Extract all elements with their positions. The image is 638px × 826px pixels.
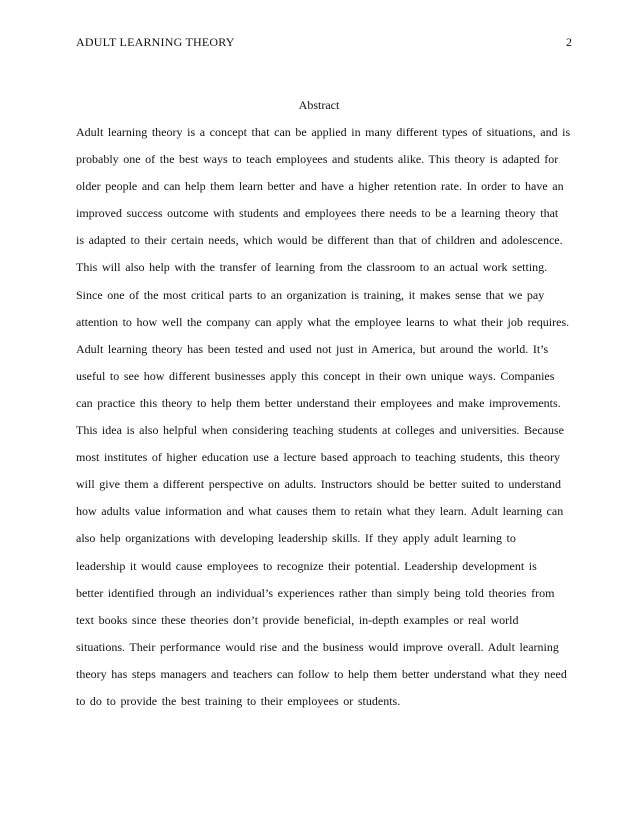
abstract-line: Adult learning theory has been tested and used not just in America, but around the world. It’s xyxy=(76,341,549,356)
abstract-line: to do to provide the best training to their employees or students. xyxy=(76,693,401,708)
abstract-line: also help organizations with developing leadership skills. If they apply adult learning to xyxy=(76,531,516,546)
abstract-line: Since one of the most critical parts to an organization is training, it makes sense that we pay xyxy=(76,287,545,302)
abstract-line: This will also help with the transfer of learning from the classroom to an actual work setting. xyxy=(76,260,548,275)
abstract-line: will give them a different perspective on adults. Instructors should be better suited to understand xyxy=(76,477,562,492)
abstract-line: better identified through an individual’s experiences rather than simply being told theories from xyxy=(76,585,555,600)
abstract-line: is adapted to their certain needs, which would be different than that of children and adolescence. xyxy=(76,233,563,248)
page-number: 2 xyxy=(566,35,572,49)
abstract-line: probably one of the best ways to teach employees and students alike. This theory is adapted for xyxy=(76,152,559,167)
abstract-line: theory has steps managers and teachers can follow to help them better understand what they need xyxy=(76,666,567,681)
abstract-title: Abstract xyxy=(298,98,340,112)
abstract-line: situations. Their performance would rise and the business would improve overall. Adult learning xyxy=(76,639,559,654)
abstract-line: attention to how well the company can apply what the employee learns to what their job requires. xyxy=(76,314,570,329)
abstract-line: can practice this theory to help them better understand their employees and make improvements. xyxy=(76,395,561,410)
running-head: ADULT LEARNING THEORY xyxy=(76,35,235,49)
abstract-line: older people and can help them learn better and have a higher retention rate. In order to have an xyxy=(76,179,564,194)
abstract-line: leadership it would cause employees to recognize their potential. Leadership development is xyxy=(76,558,537,573)
abstract-body xyxy=(76,124,576,720)
abstract-line: useful to see how different businesses apply this concept in their own unique ways. Companies xyxy=(76,368,555,383)
abstract-line: text books since these theories don’t provide beneficial, in-depth examples or real world xyxy=(76,612,519,627)
abstract-line: improved success outcome with students and employees there needs to be a learning theory that xyxy=(76,206,559,221)
abstract-line: most institutes of higher education use a lecture based approach to teaching students, this theory xyxy=(76,450,560,465)
abstract-line: how adults value information and what causes them to retain what they learn. Adult learning can xyxy=(76,504,564,519)
abstract-line: Adult learning theory is a concept that can be applied in many different types of situations, and is xyxy=(76,125,571,139)
abstract-line: This idea is also helpful when considering teaching students at colleges and universities. Because xyxy=(76,423,565,438)
